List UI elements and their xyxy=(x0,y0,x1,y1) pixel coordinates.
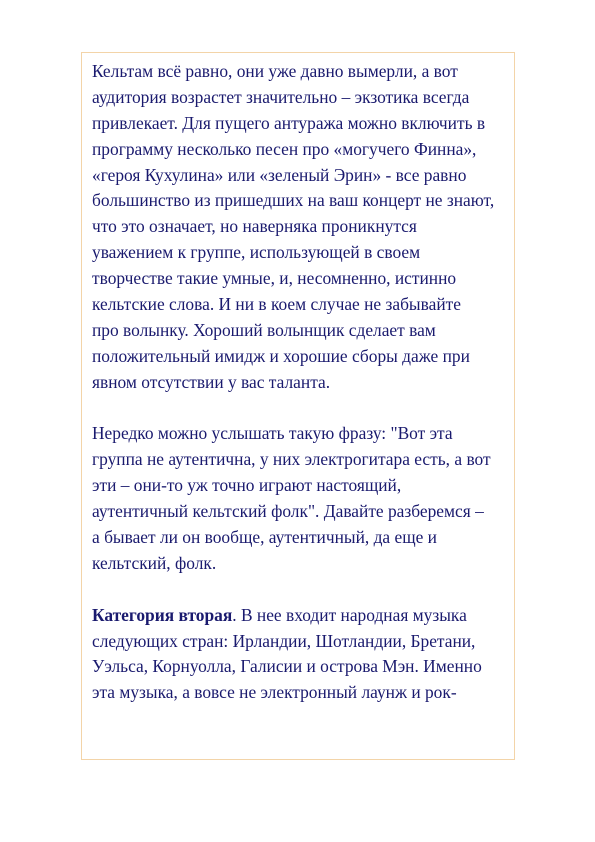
document-body xyxy=(92,59,548,706)
text-line: аутентичный кельтский фолк". Давайте разберемся – xyxy=(92,501,484,522)
text-line: следующих стран: Ирландии, Шотландии, Бретани, xyxy=(92,630,476,651)
text-line: положительный имидж и хорошие сборы даже при xyxy=(92,345,470,366)
section-heading: Категория вторая xyxy=(92,604,233,625)
paragraph-2 xyxy=(92,421,548,576)
paragraph-spacer xyxy=(92,577,548,603)
text-line: программу несколько песен про «могучего Финна», xyxy=(92,138,477,159)
text-line: Нередко можно услышать такую фразу: "Вот эта xyxy=(92,423,453,444)
text-line: группа не аутентична, у них электрогитара есть, а вот xyxy=(92,449,491,470)
text-line: уважением к группе, использующей в своем xyxy=(92,242,421,263)
text-line: «героя Кухулина» или «зеленый Эрин» - все равно xyxy=(92,164,467,185)
text-line: творчестве такие умные, и, несомненно, истинно xyxy=(92,268,457,289)
paragraph-3 xyxy=(92,603,548,707)
paragraph-spacer xyxy=(92,396,548,422)
text-line xyxy=(92,603,548,629)
text-line: привлекает. Для пущего антуража можно включить в xyxy=(92,112,486,133)
text-line: большинство из пришедших на ваш концерт не знают, xyxy=(92,190,495,211)
paragraph-1 xyxy=(92,59,548,396)
text-line: Кельтам всё равно, они уже давно вымерли, а вот xyxy=(92,61,458,81)
text-line: Уэльса, Корнуолла, Галисии и острова Мэн. Именно xyxy=(92,656,482,677)
heading-line-rest: . В нее входит народная музыка xyxy=(232,604,467,625)
text-line: эти – они-то уж точно играют настоящий, xyxy=(92,475,402,496)
text-line: аудитория возрастет значительно – экзотика всегда xyxy=(92,86,470,107)
text-line: про волынку. Хороший волынщик сделает вам xyxy=(92,319,436,340)
text-line: что это означает, но наверняка проникнутся xyxy=(92,216,417,237)
text-line: кельтские слова. И ни в коем случае не забывайте xyxy=(92,294,461,315)
text-line: кельтский, фолк. xyxy=(92,552,217,573)
text-line: а бывает ли он вообще, аутентичный, да еще и xyxy=(92,527,437,548)
text-line: явном отсутствии у вас таланта. xyxy=(92,371,331,392)
text-line: эта музыка, а вовсе не электронный лаунж и рок- xyxy=(92,682,457,703)
